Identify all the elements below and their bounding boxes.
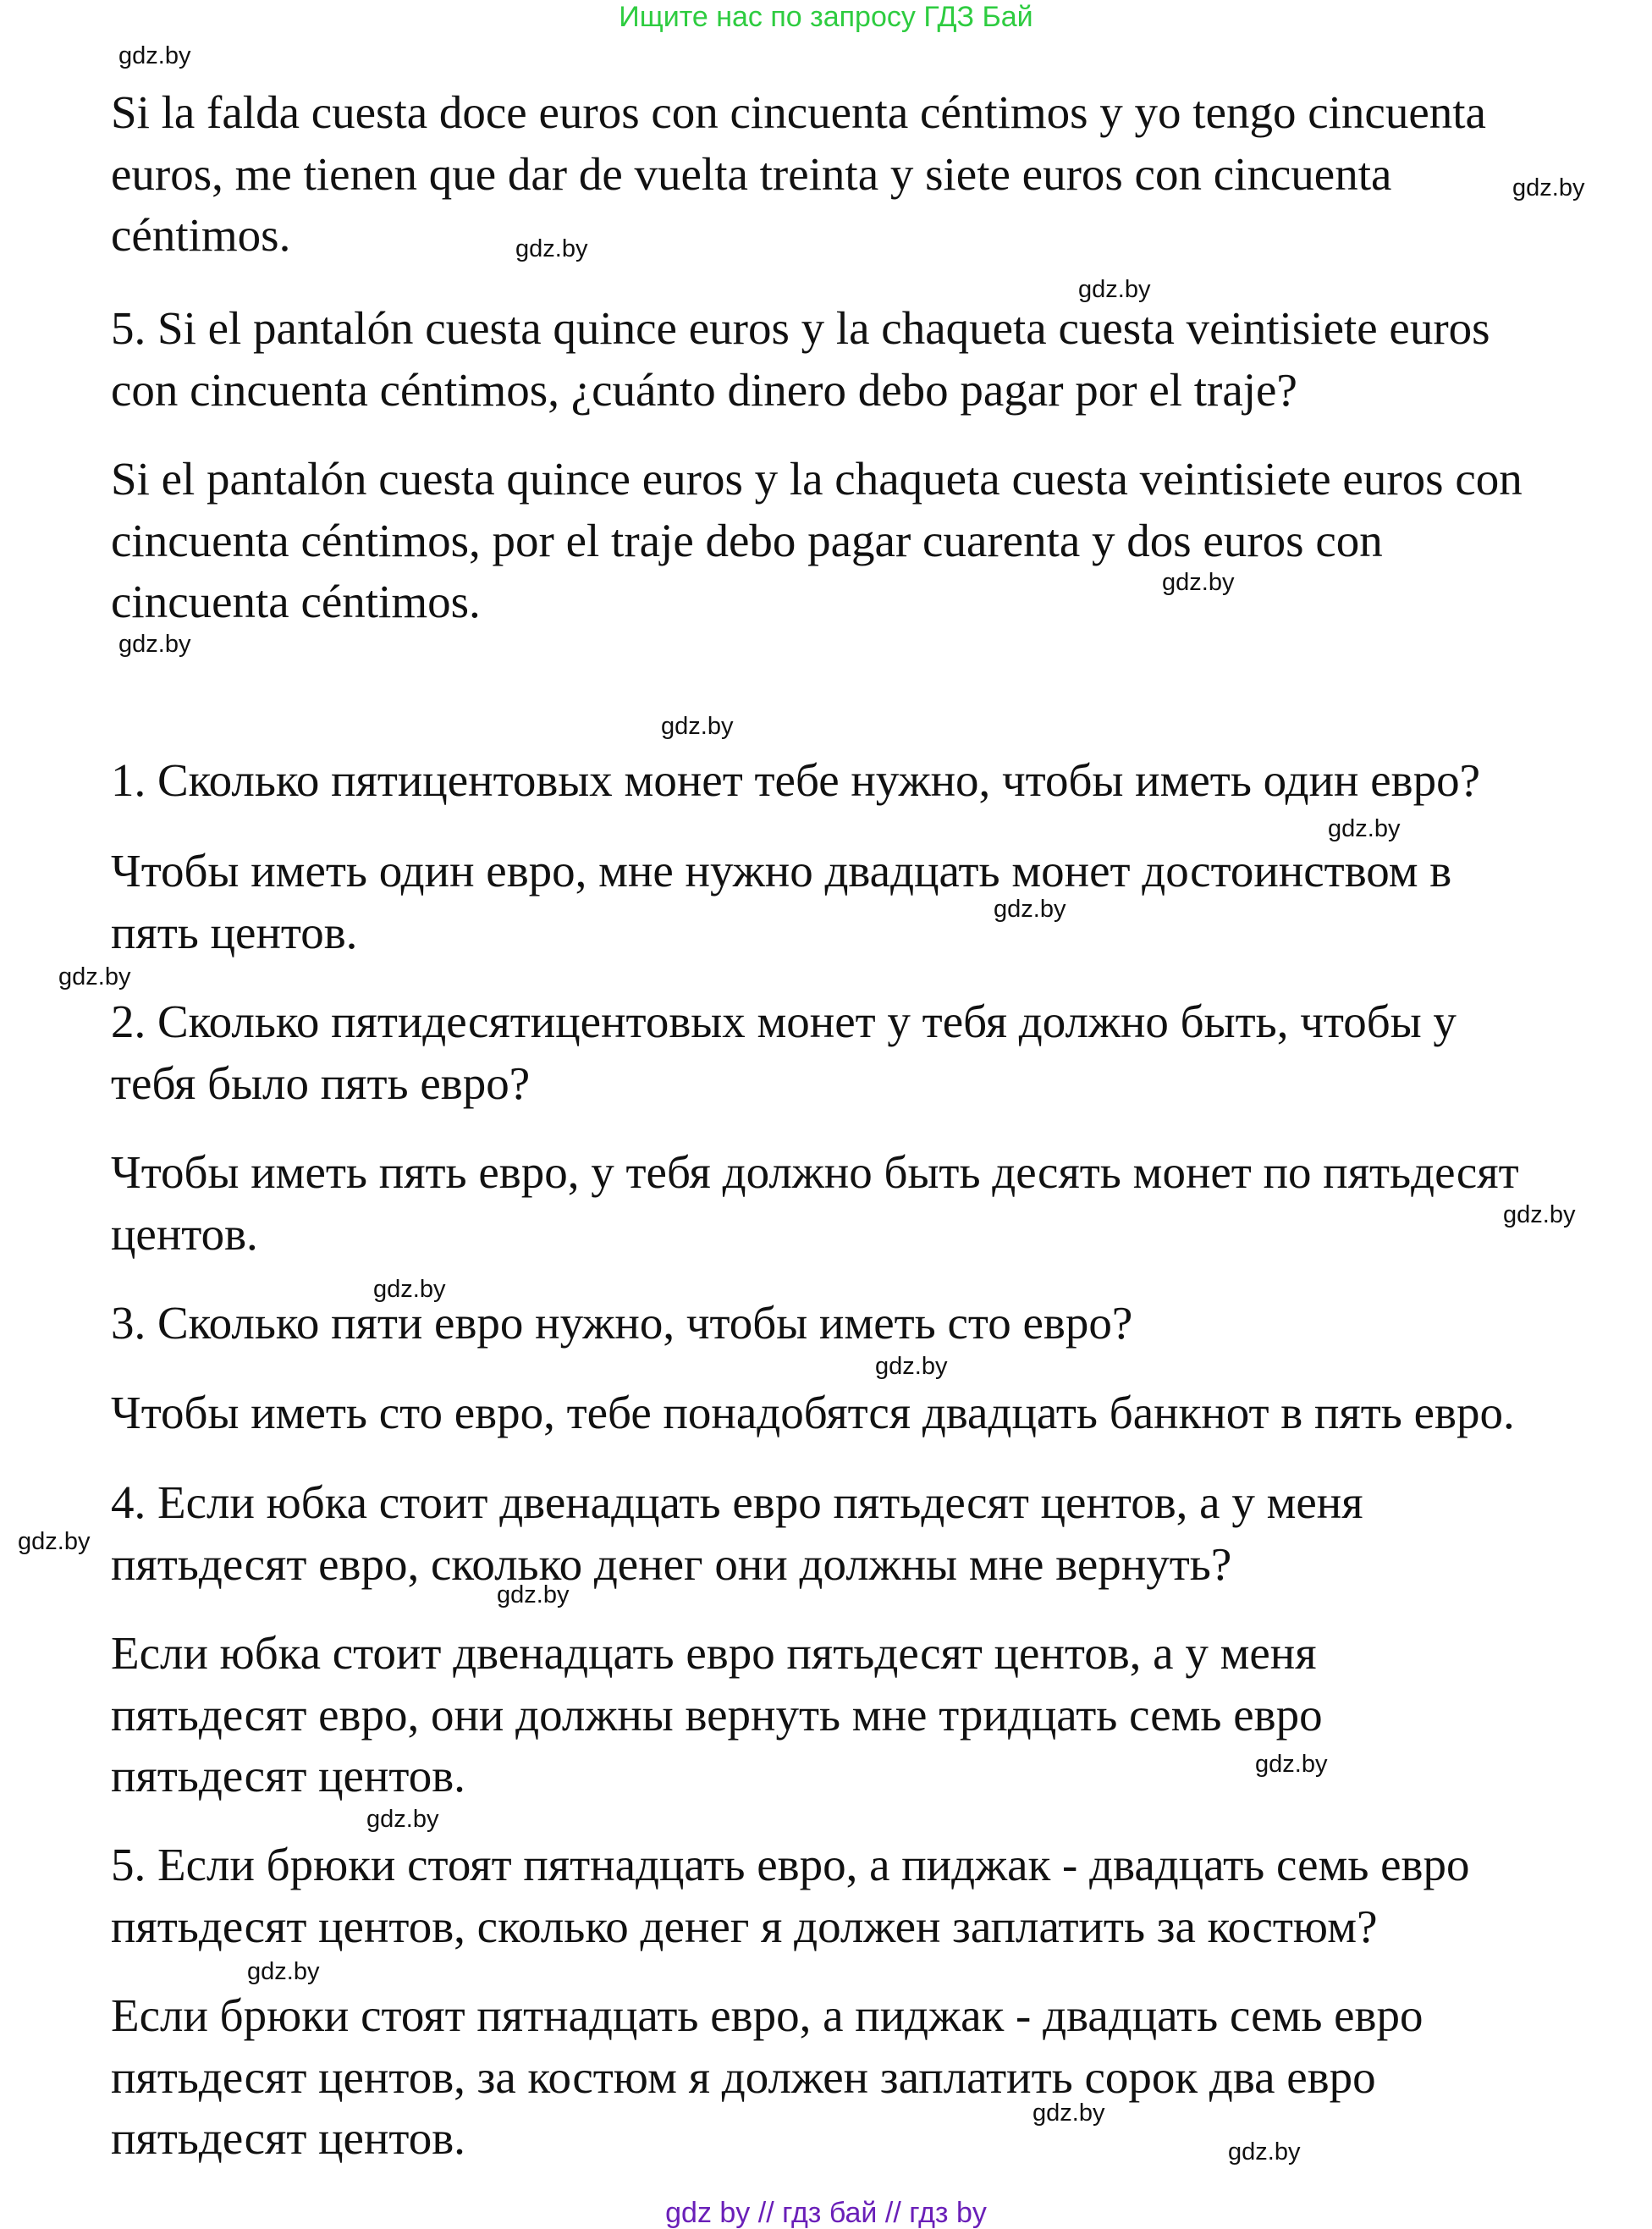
spanish-question-5: [111, 298, 1634, 421]
watermark: gdz.by: [58, 963, 131, 990]
spanish-answer-5: [111, 449, 1634, 633]
watermark: gdz.by: [18, 1528, 91, 1555]
text-line: пятьдесят евро, они должны вернуть мне тридцать семь евро: [111, 1688, 1323, 1741]
text-line: пятьдесят центов, сколько денег я должен заплатить за костюм?: [111, 1900, 1378, 1952]
russian-answer-1: [111, 841, 1634, 963]
watermark: gdz.by: [118, 631, 191, 658]
search-hint-banner: Ищите нас по запросу ГДЗ Бай: [619, 1, 1033, 33]
text-line: Если брюки стоят пятнадцать евро, а пиджак - двадцать семь евро: [111, 1989, 1423, 2041]
text-line: Чтобы иметь один евро, мне нужно двадцать монет достоинством в: [111, 845, 1452, 897]
watermark: gdz.by: [373, 1276, 446, 1303]
watermark: gdz.by: [875, 1353, 948, 1380]
watermark: gdz.by: [1328, 815, 1401, 842]
text-line: пятьдесят центов.: [111, 1750, 465, 1801]
russian-question-3: [111, 1293, 1634, 1355]
spanish-answer-4: [111, 82, 1634, 267]
russian-answer-5: [111, 1985, 1634, 2170]
footer-links[interactable]: gdz by // гдз бай // гдз by: [665, 2197, 987, 2229]
text-line: Чтобы иметь пять евро, у тебя должно быть десять монет по пятьдесят: [111, 1146, 1519, 1198]
russian-answer-2: [111, 1142, 1634, 1265]
watermark: gdz.by: [366, 1806, 439, 1833]
text-line: Чтобы иметь сто евро, тебе понадобятся двадцать банкнот в пять евро.: [111, 1387, 1515, 1438]
text-line: центов.: [111, 1207, 258, 1260]
text-line: 5. Si el pantalón cuesta quince euros y la chaqueta cuesta veintisiete euros: [111, 302, 1490, 354]
text-line: 4. Если юбка стоит двенадцать евро пятьдесят центов, а у меня: [111, 1476, 1363, 1528]
watermark: gdz.by: [1032, 2099, 1105, 2127]
watermark: gdz.by: [1512, 174, 1585, 201]
watermark: gdz.by: [247, 1958, 320, 1985]
text-line: Si la falda cuesta doce euros con cincuenta céntimos y yo tengo cincuenta: [111, 86, 1486, 138]
text-line: con cincuenta céntimos, ¿cuánto dinero debo pagar por el traje?: [111, 363, 1297, 416]
russian-question-4: [111, 1472, 1634, 1595]
text-line: пятьдесят центов.: [111, 2112, 465, 2164]
watermark: gdz.by: [515, 235, 588, 262]
russian-question-2: [111, 991, 1634, 1114]
text-line: 1. Сколько пятицентовых монет тебе нужно, чтобы иметь один евро?: [111, 754, 1480, 806]
watermark: gdz.by: [118, 42, 191, 69]
russian-answer-4: [111, 1623, 1634, 1807]
text-line: пятьдесят центов, за костюм я должен заплатить сорок два евро: [111, 2050, 1376, 2103]
watermark: gdz.by: [661, 713, 734, 740]
watermark: gdz.by: [497, 1581, 570, 1608]
russian-question-1: [111, 750, 1634, 812]
text-line: 2. Сколько пятидесятицентовых монет у тебя должно быть, чтобы у: [111, 996, 1457, 1047]
text-line: 3. Сколько пяти евро нужно, чтобы иметь сто евро?: [111, 1297, 1133, 1349]
watermark: gdz.by: [1078, 276, 1151, 303]
text-line: euros, me tienen que dar de vuelta treinta y siete euros con cincuenta: [111, 147, 1392, 200]
russian-question-5: [111, 1835, 1634, 1957]
text-line: пятьдесят евро, сколько денег они должны мне вернуть?: [111, 1537, 1232, 1590]
watermark: gdz.by: [1162, 569, 1235, 596]
russian-answer-3: [111, 1382, 1634, 1444]
text-line: céntimos.: [111, 209, 291, 261]
watermark: gdz.by: [1228, 2138, 1301, 2166]
text-line: Если юбка стоит двенадцать евро пятьдесят центов, а у меня: [111, 1627, 1317, 1679]
text-line: Si el pantalón cuesta quince euros y la chaqueta cuesta veintisiete euros con: [111, 453, 1523, 505]
watermark: gdz.by: [1255, 1751, 1328, 1778]
text-line: тебя было пять евро?: [111, 1057, 531, 1109]
text-line: cincuenta céntimos, por el traje debo pagar cuarenta y dos euros con: [111, 514, 1383, 566]
text-line: 5. Если брюки стоят пятнадцать евро, а пиджак - двадцать семь евро: [111, 1839, 1470, 1890]
watermark: gdz.by: [994, 896, 1066, 923]
watermark: gdz.by: [1503, 1201, 1576, 1228]
text-line: пять центов.: [111, 906, 358, 958]
text-line: cincuenta céntimos.: [111, 576, 481, 627]
